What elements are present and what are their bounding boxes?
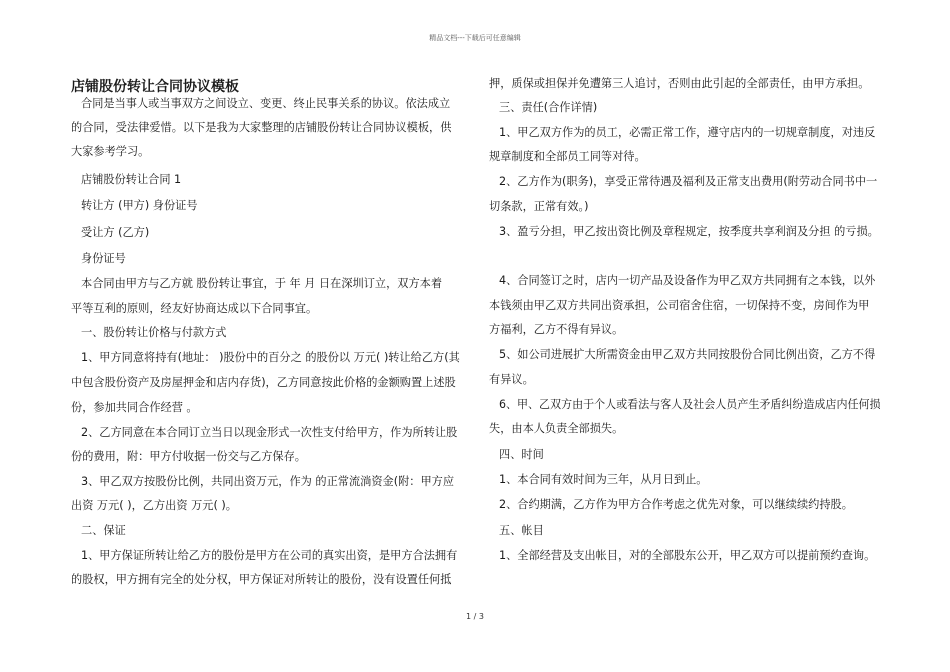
right-body-line: 押，质保或担保并免遭第三人追讨，否则由此引起的全部责任，由甲方承担。 <box>489 77 870 90</box>
left-body-line: 受让方 (乙方) <box>81 226 150 239</box>
left-body-line: 店铺股份转让合同 1 <box>81 173 182 186</box>
page-header: 精品文档---下载后可任意编辑 <box>429 34 521 42</box>
right-body-line: 本钱须由甲乙双方共同出资承担，公司宿舍住宿，一切保持不变，房间作为甲 <box>489 299 870 312</box>
left-body-line: 的股权，甲方拥有完全的处分权，甲方保证对所转让的股份，没有设置任何抵 <box>71 573 452 586</box>
right-body-line: 1、甲乙双方作为的员工，必需正常工作，遵守店内的一切规章制度，对违反 <box>499 126 876 139</box>
right-body-line: 有异议。 <box>489 373 534 386</box>
left-body-line: 1、甲方保证所转让给乙方的股份是甲方在公司的真实出资，是甲方合法拥有 <box>81 549 458 562</box>
right-body-line: 规章制度和全部员工同等对待。 <box>489 150 646 163</box>
page-number: 1 / 3 <box>466 612 484 621</box>
right-body-line: 4、合同签订之时，店内一切产品及设备作为甲乙双方共同拥有之本钱，以外 <box>499 274 876 287</box>
left-body-line: 的合同，受法律爱惜。以下是我为大家整理的店铺股份转让合同协议模板，供 <box>71 121 452 134</box>
left-body-line: 本合同由甲方与乙方就 股份转让事宜，于 年 月 日在深圳订立，双方本着 <box>81 277 443 290</box>
right-body-line: 5、如公司进展扩大所需资金由甲乙双方共同按股份合同比例出资，乙方不得 <box>499 348 876 361</box>
right-body-line: 切条款，正常有效。) <box>489 200 589 213</box>
right-body-line: 三、责任(合作详情) <box>499 101 598 114</box>
right-body-line: 四、时间 <box>499 448 544 461</box>
right-body-line: 失，由本人负责全部损失。 <box>489 422 624 435</box>
left-body-line: 2、乙方同意在本合同订立当日以现金形式一次性支付给甲方，作为所转让股 <box>81 426 458 439</box>
left-body-line: 1、甲方同意将持有(地址： )股份中的百分之 的股份以 万元( )转让给乙方(其 <box>81 351 460 364</box>
right-body-line: 3、盈亏分担，甲乙按出资比例及章程规定，按季度共享利润及分担 的亏损。 <box>499 225 879 238</box>
left-body-line: 份，参加共同合作经营 。 <box>71 401 198 414</box>
left-body-line: 一、股份转让价格与付款方式 <box>81 326 227 339</box>
right-body-line: 2、乙方作为(职务)，享受正常待遇及福利及正常支出费用(附劳动合同书中一 <box>499 175 878 188</box>
left-body-line: 二、保证 <box>81 524 126 537</box>
left-body-line: 身份证号 <box>81 252 126 265</box>
left-body-line: 平等互利的原则，经友好协商达成以下合同事宜。 <box>71 302 318 315</box>
right-body-line: 1、全部经营及支出帐目，对的全部股东公开，甲乙双方可以提前预约查询。 <box>499 549 876 562</box>
right-body-line: 方福利，乙方不得有异议。 <box>489 323 624 336</box>
right-body-line: 1、本合同有效时间为三年，从月日到止。 <box>499 473 708 486</box>
left-body-line: 份的费用，附：甲方付收据一份交与乙方保存。 <box>71 450 306 463</box>
left-body-line: 出资 万元( )，乙方出资 万元( )。 <box>71 499 237 512</box>
left-body-line: 大家参考学习。 <box>71 145 150 158</box>
right-body-line: 6、甲、乙双方由于个人或看法与客人及社会人员产生矛盾纠纷造成店内任何损 <box>499 398 881 411</box>
right-body-line: 五、帐目 <box>499 524 544 537</box>
left-body-line: 3、甲乙双方按股份比例，共同出资万元，作为 的正常流淌资金(附：甲方应 <box>81 475 455 488</box>
left-body-line: 合同是当事人或当事双方之间设立、变更、终止民事关系的协议。依法成立 <box>81 97 451 110</box>
left-body-line: 转让方 (甲方) 身份证号 <box>81 199 198 212</box>
right-body-line: 2、合约期满，乙方作为甲方合作考虑之优先对象，可以继续续约持股。 <box>499 498 853 511</box>
left-body-line: 中包含股份资产及房屋押金和店内存货)，乙方同意按此价格的金额购置上述股 <box>71 376 456 389</box>
document-title: 店铺股份转让合同协议模板 <box>71 79 239 95</box>
